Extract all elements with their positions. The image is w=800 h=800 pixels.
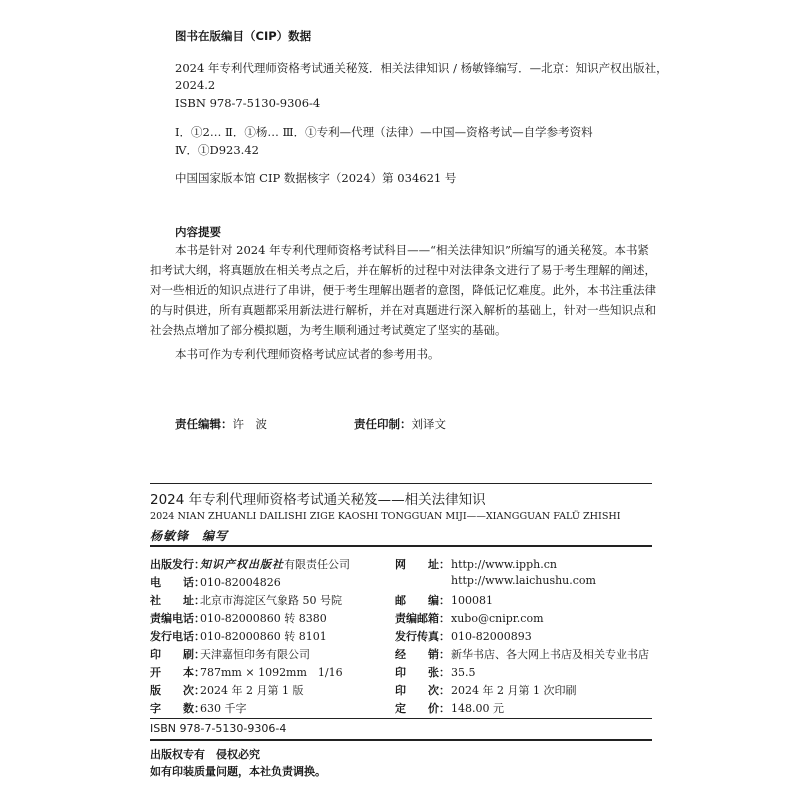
publish-label: 字 数：	[150, 702, 205, 715]
divider	[150, 718, 652, 719]
summary-line: 本书可作为专利代理师资格考试应试者的参考用书。	[175, 347, 440, 361]
distribution-phone-row	[150, 628, 327, 644]
book-title-pinyin: 2024 NIAN ZHUANLI DAILISHI ZIGE KAOSHI TONGGUAN MIJI——XIANGGUAN FALÜ ZHISHI	[150, 511, 621, 522]
publish-label: 社 址：	[150, 594, 205, 607]
book-title: 2024 年专利代理师资格考试通关秘笈——相关法律知识	[150, 492, 486, 508]
summary-line: 社会热点增加了部分模拟题，为考生顺利通过考试奠定了坚实的基础。	[150, 323, 507, 337]
address-row	[150, 592, 342, 608]
printer-row	[150, 646, 310, 662]
publish-label: 印 次：	[395, 684, 450, 697]
publish-isbn: ISBN 978-7-5130-9306-4	[150, 722, 287, 735]
cip-number: 中国国家版本馆 CIP 数据核字（2024）第 034621 号	[175, 171, 457, 185]
divider	[150, 739, 652, 741]
publish-label: 邮 编：	[395, 594, 450, 607]
publish-label: 定 价：	[395, 702, 450, 715]
divider	[150, 483, 652, 484]
publish-value: 010-82004826	[200, 576, 281, 589]
publish-value: 100081	[451, 594, 493, 607]
publish-value: 有限责任公司	[284, 558, 350, 571]
divider	[150, 545, 652, 547]
word-count-row	[150, 700, 247, 716]
publish-label: 发行电话：	[150, 630, 205, 643]
edition-row	[150, 682, 303, 698]
publish-label: 出版发行：	[150, 558, 205, 571]
cip-classification-1: Ⅰ．①2… Ⅱ．①杨… Ⅲ．①专利—代理（法律）—中国—资格考试—自学参考资料	[175, 125, 593, 139]
summary-heading: 内容提要	[175, 225, 221, 239]
publish-value: http://www.ipph.cn	[451, 558, 557, 571]
publish-value: 北京市海淀区气象路 50 号院	[200, 594, 342, 607]
printing-name: 刘译文	[411, 417, 446, 431]
publish-label: 发行传真：	[395, 630, 450, 643]
editor-label: 责任编辑：	[175, 417, 233, 431]
publish-label: 网 址：	[395, 558, 450, 571]
publish-label: 责编电话：	[150, 612, 205, 625]
fax-row	[395, 628, 532, 644]
cip-heading: 图书在版编目（CIP）数据	[175, 29, 312, 43]
publish-label: 版 次：	[150, 684, 205, 697]
summary-line: 对一些相近的知识点进行了串讲，便于考生理解出题者的意图，降低记忆难度。此外，本书注重法律	[150, 283, 656, 297]
editor-email-row	[395, 610, 544, 626]
cip-line-2: 2024.2	[175, 78, 216, 92]
publish-label: 开 本：	[150, 666, 205, 679]
editor-phone-row	[150, 610, 327, 626]
publish-label: 印 刷：	[150, 648, 205, 661]
responsible-editor	[175, 416, 267, 432]
publish-value: 010-82000860 转 8380	[200, 612, 327, 625]
publish-value: 787mm × 1092mm 1/16	[200, 666, 343, 679]
publish-value: 630 千字	[200, 702, 247, 715]
editor-name: 许 波	[232, 417, 267, 431]
publish-label: 电 话：	[150, 576, 205, 589]
website-row-2	[395, 574, 596, 587]
website-row	[395, 556, 557, 572]
printing-row	[395, 682, 576, 698]
publish-label: 责编邮箱：	[395, 612, 450, 625]
publish-value: 010-82000860 转 8101	[200, 630, 327, 643]
price-row	[395, 700, 504, 716]
publish-value: xubo@cnipr.com	[451, 612, 544, 625]
sheets-row	[395, 664, 476, 680]
book-author: 杨敏锋 编写	[150, 529, 229, 543]
printing-label: 责任印制：	[354, 417, 412, 431]
publish-label: 印 张：	[395, 666, 450, 679]
distributor-row	[395, 646, 649, 662]
cip-line-1: 2024 年专利代理师资格考试通关秘笈．相关法律知识 / 杨敏锋编写．—北京：知识产权出版社，	[175, 61, 668, 75]
publish-value: 010-82000893	[451, 630, 532, 643]
publish-label: 经 销：	[395, 648, 450, 661]
format-row	[150, 664, 343, 680]
quality-notice: 如有印装质量问题，本社负责调换。	[150, 765, 326, 778]
responsible-printing	[354, 416, 446, 432]
publish-value: 新华书店、各大网上书店及相关专业书店	[451, 648, 649, 661]
summary-line: 的与时俱进，所有真题都采用新法进行解析，并在对真题进行深入解析的基础上，针对一些知识点和	[150, 303, 656, 317]
publish-value: 2024 年 2 月第 1 版	[200, 684, 304, 697]
summary-line: 扣考试大纲，将真题放在相关考点之后，并在解析的过程中对法律条文进行了易于考生理解的阐述，	[150, 263, 656, 277]
publish-value: http://www.laichushu.com	[451, 574, 596, 587]
publish-value: 天津嘉恒印务有限公司	[200, 648, 310, 661]
copyright-notice: 出版权专有 侵权必究	[150, 748, 260, 761]
postcode-row	[395, 592, 493, 608]
summary-line: 本书是针对 2024 年专利代理师资格考试科目——“相关法律知识”所编写的通关秘笈。本书紧	[175, 243, 649, 257]
publish-value: 35.5	[451, 666, 476, 679]
publisher-logo: 知识产权出版社	[200, 558, 284, 571]
cip-classification-2: Ⅳ．①D923.42	[175, 143, 259, 157]
phone-row	[150, 574, 281, 590]
publish-value: 2024 年 2 月第 1 次印刷	[451, 684, 577, 697]
cip-isbn: ISBN 978-7-5130-9306-4	[175, 96, 321, 110]
publisher-row	[150, 556, 350, 572]
publish-value: 148.00 元	[451, 702, 504, 715]
